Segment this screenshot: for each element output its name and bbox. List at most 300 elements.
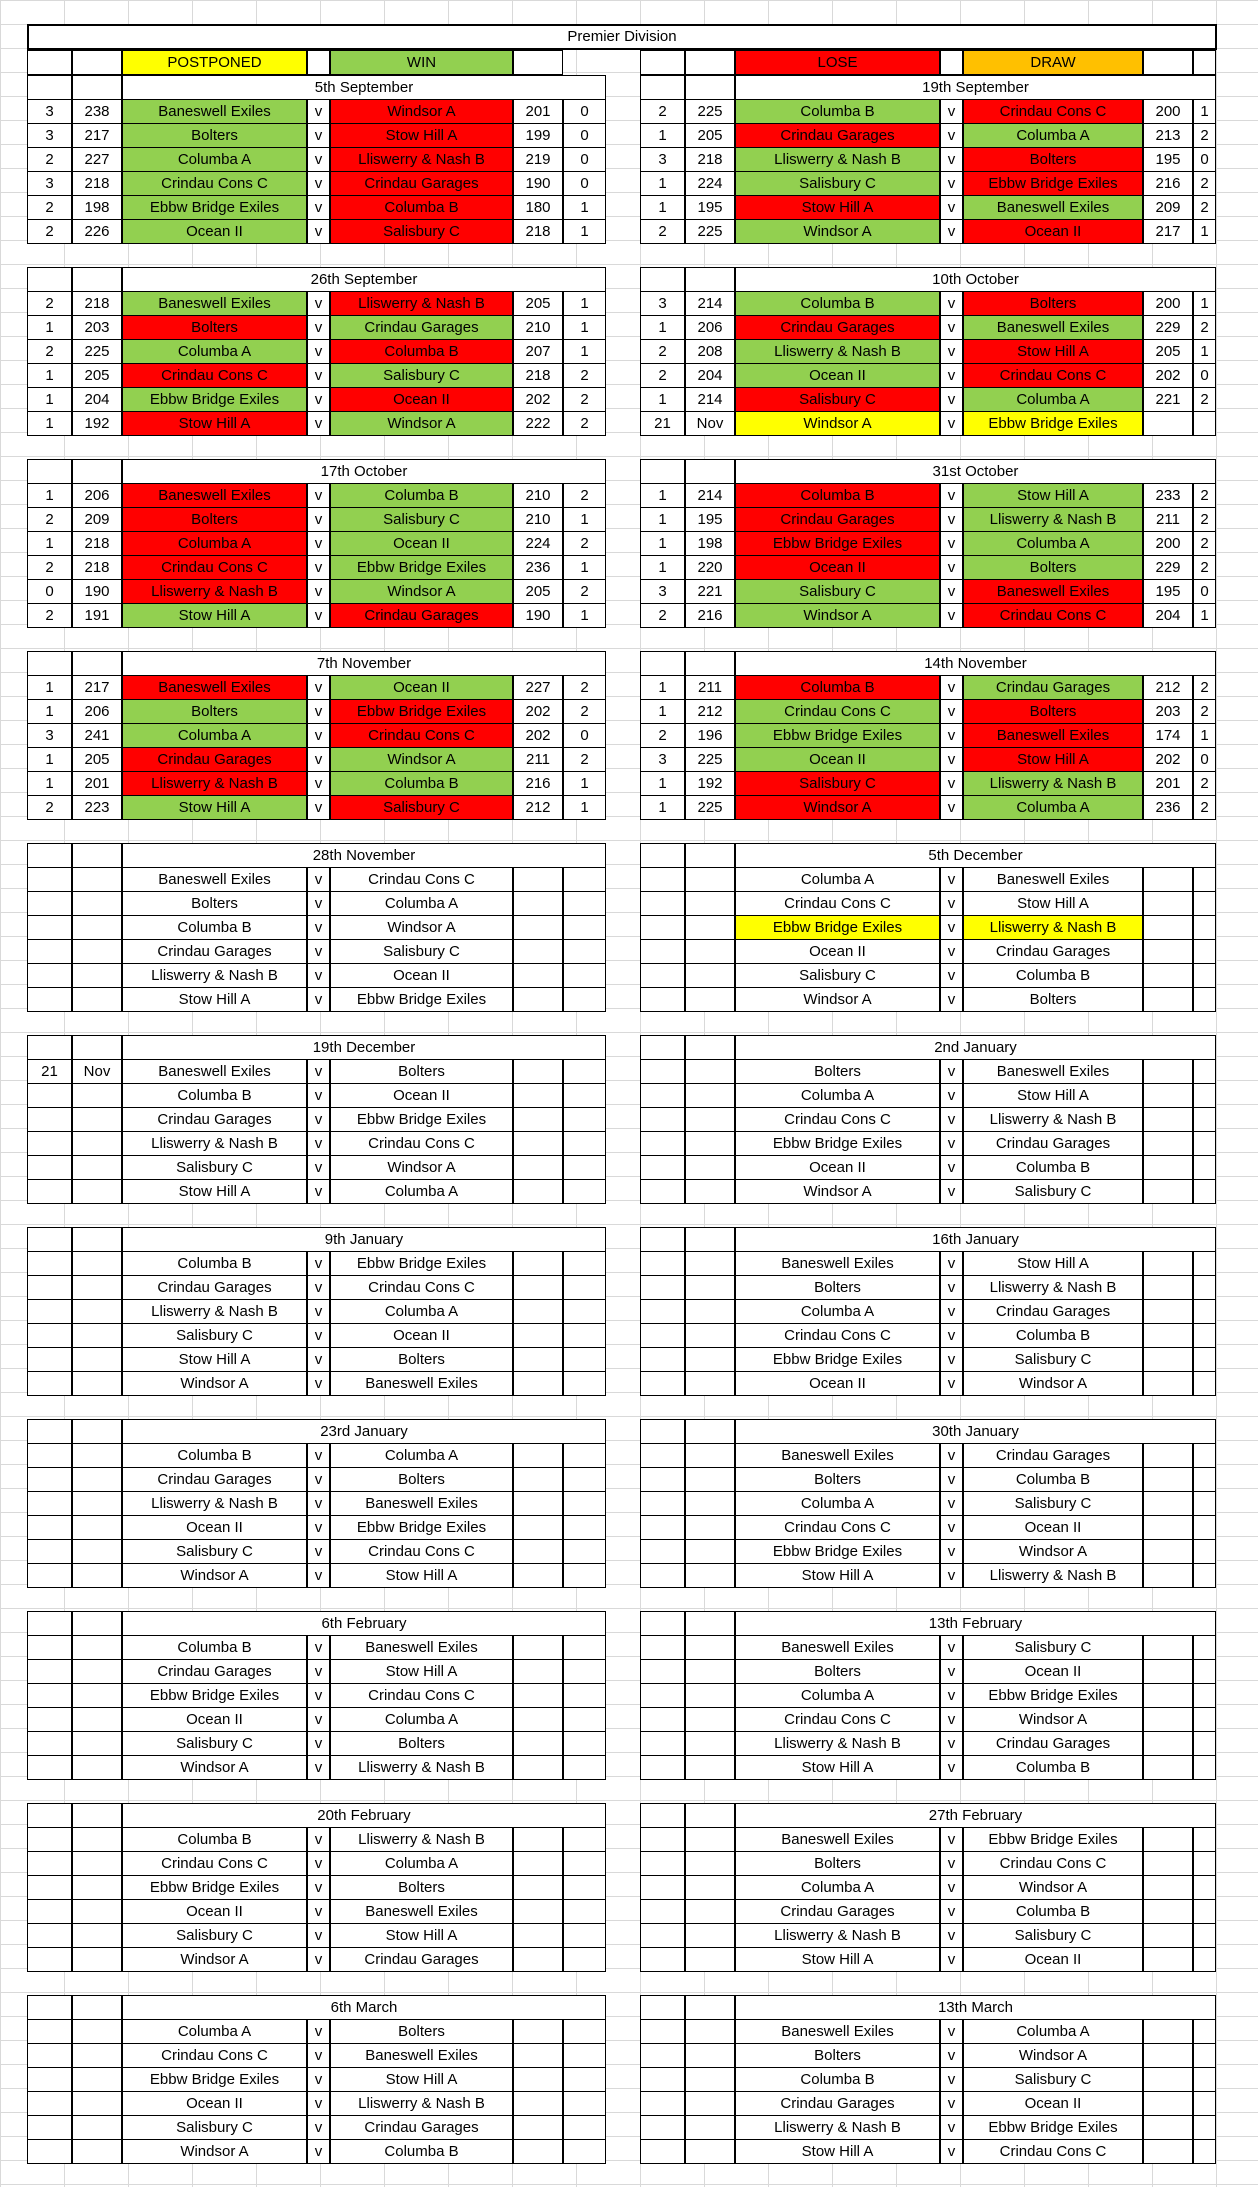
away-team[interactable]: Salisbury C [330,507,513,532]
versus-marker[interactable]: v [307,1851,330,1876]
versus-marker[interactable]: v [940,171,963,196]
away-score[interactable] [1143,1851,1193,1876]
home-points[interactable]: 1 [27,387,72,412]
home-score[interactable] [72,1755,122,1780]
away-points[interactable] [563,1467,606,1492]
away-points[interactable]: 2 [1193,483,1216,508]
versus-marker[interactable]: v [307,1683,330,1708]
home-points[interactable]: 1 [27,771,72,796]
home-points[interactable] [27,2115,72,2140]
header-blank-cell[interactable] [640,267,685,292]
away-points[interactable] [1193,1947,1216,1972]
away-team[interactable]: Ocean II [330,963,513,988]
home-score[interactable]: 221 [685,579,735,604]
away-team[interactable]: Bolters [963,291,1143,316]
away-points[interactable]: 2 [563,363,606,388]
home-score[interactable]: 217 [72,123,122,148]
header-blank-cell[interactable] [685,843,735,868]
away-score[interactable]: 201 [1143,771,1193,796]
away-team[interactable]: Baneswell Exiles [330,1899,513,1924]
home-team[interactable]: Crindau Cons C [735,1707,940,1732]
home-score[interactable]: 226 [72,219,122,244]
home-team[interactable]: Columba A [122,531,307,556]
home-team[interactable]: Columba A [735,1683,940,1708]
away-points[interactable]: 2 [563,483,606,508]
header-blank-cell[interactable] [72,75,122,100]
header-blank-cell[interactable] [640,1803,685,1828]
home-score[interactable] [685,1179,735,1204]
away-points[interactable] [563,1107,606,1132]
home-team[interactable]: Columba A [122,2019,307,2044]
home-score[interactable] [685,2115,735,2140]
away-points[interactable]: 2 [563,411,606,436]
header-blank-cell[interactable] [640,1995,685,2020]
away-score[interactable] [1143,1323,1193,1348]
home-points[interactable] [27,891,72,916]
away-team[interactable]: Ebbw Bridge Exiles [330,555,513,580]
home-score[interactable] [685,1107,735,1132]
away-score[interactable] [513,1179,563,1204]
versus-marker[interactable]: v [307,1491,330,1516]
home-team[interactable]: Crindau Cons C [122,1851,307,1876]
home-points[interactable] [27,2139,72,2164]
away-points[interactable]: 2 [1193,387,1216,412]
away-score[interactable] [513,963,563,988]
away-score[interactable] [1143,891,1193,916]
away-team[interactable]: Stow Hill A [330,1563,513,1588]
away-team[interactable]: Stow Hill A [330,2067,513,2092]
versus-marker[interactable]: v [940,483,963,508]
home-points[interactable] [27,1251,72,1276]
away-points[interactable] [1193,2019,1216,2044]
away-score[interactable] [513,1683,563,1708]
home-points[interactable]: 1 [27,363,72,388]
home-team[interactable]: Ebbw Bridge Exiles [122,2067,307,2092]
away-points[interactable] [563,2091,606,2116]
away-score[interactable] [513,987,563,1012]
versus-marker[interactable]: v [940,1851,963,1876]
home-points[interactable] [640,2115,685,2140]
away-team[interactable]: Crindau Cons C [963,363,1143,388]
away-points[interactable] [563,1251,606,1276]
away-points[interactable] [563,1299,606,1324]
away-points[interactable] [563,1443,606,1468]
away-team[interactable]: Windsor A [330,747,513,772]
home-score[interactable] [72,1947,122,1972]
away-team[interactable]: Lliswerry & Nash B [963,1107,1143,1132]
away-score[interactable]: 205 [513,579,563,604]
away-points[interactable] [563,1539,606,1564]
versus-marker[interactable]: v [307,339,330,364]
versus-marker[interactable]: v [307,411,330,436]
home-points[interactable] [640,1851,685,1876]
home-points[interactable] [27,1563,72,1588]
home-team[interactable]: Windsor A [122,1371,307,1396]
home-team[interactable]: Crindau Garages [735,2091,940,2116]
away-points[interactable]: 1 [1193,291,1216,316]
away-score[interactable]: 236 [1143,795,1193,820]
home-score[interactable] [72,1371,122,1396]
home-team[interactable]: Columba A [735,1491,940,1516]
away-points[interactable]: 2 [1193,555,1216,580]
legend-blank-cell[interactable] [1143,50,1193,75]
home-team[interactable]: Crindau Cons C [735,891,940,916]
away-points[interactable]: 0 [1193,363,1216,388]
home-score[interactable] [685,1251,735,1276]
home-points[interactable]: 1 [640,315,685,340]
away-team[interactable]: Crindau Garages [330,603,513,628]
versus-marker[interactable]: v [940,1515,963,1540]
away-points[interactable] [563,1179,606,1204]
home-points[interactable]: 2 [27,219,72,244]
versus-marker[interactable]: v [307,987,330,1012]
home-score[interactable] [685,1155,735,1180]
away-team[interactable]: Columba B [330,339,513,364]
away-score[interactable] [513,1083,563,1108]
away-score[interactable] [1143,1251,1193,1276]
away-points[interactable] [1193,1707,1216,1732]
home-score[interactable] [685,1707,735,1732]
away-points[interactable] [1193,1107,1216,1132]
header-blank-cell[interactable] [685,651,735,676]
away-score[interactable] [1143,1155,1193,1180]
away-score[interactable] [513,891,563,916]
header-blank-cell[interactable] [27,1227,72,1252]
home-team[interactable]: Columba B [735,483,940,508]
header-blank-cell[interactable] [72,459,122,484]
away-team[interactable]: Columba A [330,1299,513,1324]
away-team[interactable]: Salisbury C [963,1635,1143,1660]
home-points[interactable]: 2 [640,363,685,388]
versus-marker[interactable]: v [940,123,963,148]
home-points[interactable]: 1 [640,555,685,580]
away-points[interactable]: 0 [563,123,606,148]
away-score[interactable] [513,1323,563,1348]
versus-marker[interactable]: v [307,675,330,700]
home-score[interactable]: 196 [685,723,735,748]
away-team[interactable]: Crindau Garages [963,939,1143,964]
away-team[interactable]: Columba A [330,1179,513,1204]
home-score[interactable] [72,2115,122,2140]
home-score[interactable] [685,1755,735,1780]
home-team[interactable]: Stow Hill A [735,2139,940,2164]
home-points[interactable] [27,1371,72,1396]
away-points[interactable]: 2 [563,747,606,772]
away-team[interactable]: Windsor A [330,579,513,604]
away-points[interactable]: 1 [563,555,606,580]
away-points[interactable]: 1 [1193,99,1216,124]
versus-marker[interactable]: v [940,1875,963,1900]
away-team[interactable]: Windsor A [963,2043,1143,2068]
versus-marker[interactable]: v [307,291,330,316]
away-team[interactable]: Columba B [330,483,513,508]
home-score[interactable] [685,1083,735,1108]
home-score[interactable] [685,1635,735,1660]
away-score[interactable]: 218 [513,219,563,244]
home-score[interactable]: 218 [685,147,735,172]
home-score[interactable] [685,1539,735,1564]
away-score[interactable] [513,1275,563,1300]
away-team[interactable]: Salisbury C [963,1347,1143,1372]
home-team[interactable]: Columba B [122,1635,307,1660]
home-score[interactable]: 209 [72,507,122,532]
away-points[interactable]: 2 [1193,795,1216,820]
home-team[interactable]: Baneswell Exiles [735,1635,940,1660]
home-score[interactable] [72,1659,122,1684]
versus-marker[interactable]: v [940,1659,963,1684]
home-score[interactable]: 191 [72,603,122,628]
home-team[interactable]: Stow Hill A [122,603,307,628]
away-team[interactable]: Windsor A [963,1371,1143,1396]
versus-marker[interactable]: v [940,2115,963,2140]
away-team[interactable]: Crindau Cons C [330,867,513,892]
home-score[interactable]: 205 [685,123,735,148]
home-score[interactable]: Nov [72,1059,122,1084]
away-team[interactable]: Salisbury C [330,795,513,820]
home-points[interactable] [640,915,685,940]
away-team[interactable]: Ebbw Bridge Exiles [963,2115,1143,2140]
away-points[interactable]: 0 [563,99,606,124]
home-points[interactable]: 1 [640,675,685,700]
home-score[interactable]: 201 [72,771,122,796]
versus-marker[interactable]: v [940,867,963,892]
away-score[interactable] [1143,1491,1193,1516]
versus-marker[interactable]: v [940,1539,963,1564]
versus-marker[interactable]: v [307,1899,330,1924]
home-team[interactable]: Ebbw Bridge Exiles [735,1539,940,1564]
away-score[interactable] [513,1563,563,1588]
away-points[interactable]: 1 [563,219,606,244]
home-team[interactable]: Salisbury C [735,771,940,796]
home-points[interactable] [640,1947,685,1972]
home-team[interactable]: Crindau Garages [735,123,940,148]
home-score[interactable] [685,1467,735,1492]
home-team[interactable]: Salisbury C [122,1731,307,1756]
away-score[interactable] [513,1251,563,1276]
away-points[interactable]: 1 [563,795,606,820]
versus-marker[interactable]: v [940,891,963,916]
away-points[interactable]: 2 [1193,123,1216,148]
away-points[interactable] [1193,1923,1216,1948]
home-team[interactable]: Crindau Garages [735,1899,940,1924]
home-score[interactable] [685,1563,735,1588]
away-points[interactable]: 1 [1193,219,1216,244]
away-team[interactable]: Columba A [330,1443,513,1468]
away-score[interactable] [1143,963,1193,988]
versus-marker[interactable]: v [307,939,330,964]
home-team[interactable]: Windsor A [122,1755,307,1780]
away-points[interactable] [1193,1635,1216,1660]
home-score[interactable] [72,1515,122,1540]
versus-marker[interactable]: v [940,723,963,748]
away-points[interactable]: 2 [563,675,606,700]
away-team[interactable]: Baneswell Exiles [963,723,1143,748]
away-score[interactable]: 199 [513,123,563,148]
versus-marker[interactable]: v [940,219,963,244]
home-score[interactable]: 206 [72,699,122,724]
home-points[interactable] [27,1947,72,1972]
home-team[interactable]: Columba A [735,1083,940,1108]
away-points[interactable] [1193,1563,1216,1588]
away-team[interactable]: Crindau Cons C [963,603,1143,628]
header-blank-cell[interactable] [27,1803,72,1828]
away-team[interactable]: Stow Hill A [963,891,1143,916]
away-team[interactable]: Windsor A [330,1155,513,1180]
versus-marker[interactable]: v [940,1899,963,1924]
away-points[interactable] [563,867,606,892]
header-blank-cell[interactable] [685,1611,735,1636]
home-points[interactable] [27,1683,72,1708]
home-score[interactable] [685,2139,735,2164]
versus-marker[interactable]: v [307,963,330,988]
home-team[interactable]: Salisbury C [122,1323,307,1348]
home-points[interactable] [640,1179,685,1204]
home-score[interactable]: 225 [685,747,735,772]
home-team[interactable]: Windsor A [735,603,940,628]
away-score[interactable] [1143,2067,1193,2092]
away-points[interactable] [563,2139,606,2164]
home-team[interactable]: Lliswerry & Nash B [735,147,940,172]
home-points[interactable] [640,1443,685,1468]
header-blank-cell[interactable] [640,1419,685,1444]
versus-marker[interactable]: v [940,939,963,964]
away-points[interactable] [563,2043,606,2068]
away-points[interactable]: 1 [563,771,606,796]
header-blank-cell[interactable] [640,651,685,676]
versus-marker[interactable]: v [940,363,963,388]
versus-marker[interactable]: v [307,915,330,940]
legend-blank-cell[interactable] [307,50,330,75]
home-score[interactable]: 192 [72,411,122,436]
away-score[interactable] [1143,939,1193,964]
home-score[interactable]: 208 [685,339,735,364]
home-points[interactable]: 1 [640,123,685,148]
versus-marker[interactable]: v [940,2043,963,2068]
versus-marker[interactable]: v [940,579,963,604]
away-points[interactable] [1193,1059,1216,1084]
home-team[interactable]: Salisbury C [735,387,940,412]
away-team[interactable]: Crindau Garages [963,1299,1143,1324]
away-score[interactable]: 174 [1143,723,1193,748]
away-team[interactable]: Stow Hill A [963,1251,1143,1276]
home-score[interactable] [72,1491,122,1516]
home-points[interactable] [640,1539,685,1564]
away-team[interactable]: Crindau Cons C [963,99,1143,124]
home-points[interactable]: 3 [640,147,685,172]
away-team[interactable]: Bolters [963,699,1143,724]
away-points[interactable] [563,1659,606,1684]
versus-marker[interactable]: v [307,1827,330,1852]
away-score[interactable] [1143,867,1193,892]
away-team[interactable]: Windsor A [963,1707,1143,1732]
home-team[interactable]: Stow Hill A [735,195,940,220]
home-score[interactable]: 190 [72,579,122,604]
home-points[interactable] [640,1899,685,1924]
home-team[interactable]: Windsor A [735,219,940,244]
away-team[interactable]: Ebbw Bridge Exiles [330,987,513,1012]
header-blank-cell[interactable] [72,1035,122,1060]
home-score[interactable] [72,1923,122,1948]
home-score[interactable]: 218 [72,171,122,196]
home-score[interactable] [685,1131,735,1156]
versus-marker[interactable]: v [940,387,963,412]
away-points[interactable]: 1 [563,315,606,340]
away-points[interactable] [563,1131,606,1156]
away-score[interactable]: 233 [1143,483,1193,508]
home-score[interactable]: 206 [685,315,735,340]
away-points[interactable]: 0 [563,171,606,196]
home-score[interactable]: 218 [72,555,122,580]
home-points[interactable] [27,1731,72,1756]
versus-marker[interactable]: v [940,699,963,724]
away-score[interactable] [1143,1467,1193,1492]
home-team[interactable]: Ebbw Bridge Exiles [122,195,307,220]
away-score[interactable] [1143,1731,1193,1756]
home-points[interactable] [27,1299,72,1324]
versus-marker[interactable]: v [940,147,963,172]
home-points[interactable]: 1 [640,699,685,724]
home-points[interactable]: 1 [640,771,685,796]
header-blank-cell[interactable] [27,1611,72,1636]
versus-marker[interactable]: v [307,1515,330,1540]
home-team[interactable]: Columba A [735,867,940,892]
header-blank-cell[interactable] [27,651,72,676]
home-team[interactable]: Baneswell Exiles [122,291,307,316]
legend-blank-cell[interactable] [1193,50,1216,75]
versus-marker[interactable]: v [307,1947,330,1972]
home-score[interactable]: 192 [685,771,735,796]
home-score[interactable] [685,1059,735,1084]
home-team[interactable]: Columba A [735,1875,940,1900]
away-team[interactable]: Ocean II [330,1083,513,1108]
home-points[interactable]: 21 [27,1059,72,1084]
header-blank-cell[interactable] [27,1035,72,1060]
away-points[interactable] [563,1707,606,1732]
home-score[interactable]: 195 [685,195,735,220]
home-score[interactable] [72,1251,122,1276]
versus-marker[interactable]: v [940,1947,963,1972]
home-points[interactable]: 3 [27,123,72,148]
versus-marker[interactable]: v [307,387,330,412]
versus-marker[interactable]: v [940,99,963,124]
home-points[interactable] [27,1347,72,1372]
away-score[interactable] [1143,1875,1193,1900]
away-score[interactable] [1143,915,1193,940]
away-team[interactable]: Lliswerry & Nash B [963,771,1143,796]
versus-marker[interactable]: v [940,1755,963,1780]
home-team[interactable]: Baneswell Exiles [735,1251,940,1276]
home-points[interactable]: 2 [27,507,72,532]
header-blank-cell[interactable] [72,1419,122,1444]
away-points[interactable] [1193,1659,1216,1684]
away-team[interactable]: Ocean II [330,1323,513,1348]
header-blank-cell[interactable] [72,1995,122,2020]
away-team[interactable]: Bolters [330,1731,513,1756]
home-score[interactable]: 223 [72,795,122,820]
home-score[interactable] [72,891,122,916]
versus-marker[interactable]: v [307,1635,330,1660]
away-score[interactable] [513,1467,563,1492]
home-points[interactable]: 2 [640,723,685,748]
home-team[interactable]: Baneswell Exiles [122,867,307,892]
home-team[interactable]: Salisbury C [735,963,940,988]
home-team[interactable]: Crindau Garages [735,315,940,340]
away-team[interactable]: Columba B [330,2139,513,2164]
away-score[interactable] [513,1131,563,1156]
home-team[interactable]: Ocean II [735,747,940,772]
home-team[interactable]: Windsor A [122,2139,307,2164]
away-team[interactable]: Windsor A [330,411,513,436]
